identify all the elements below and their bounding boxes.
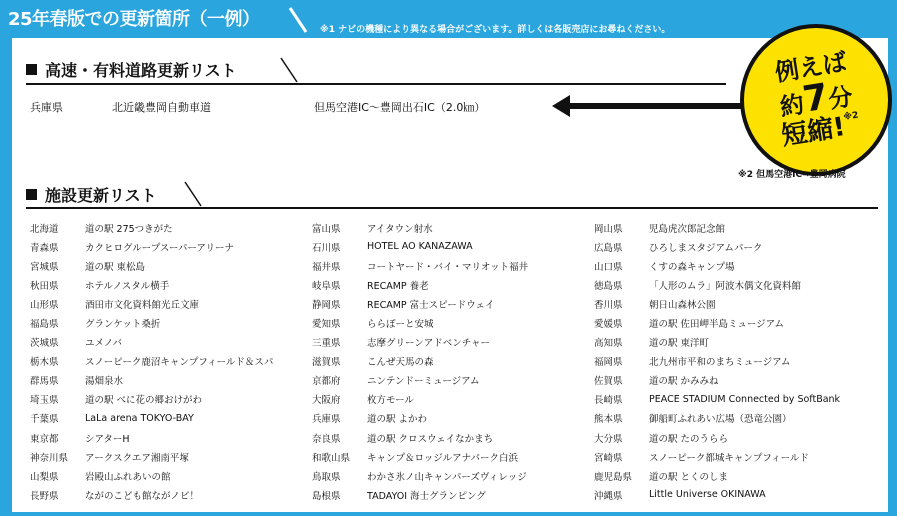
facility-prefecture: 大阪府 [312,395,341,407]
facility-row [594,333,840,352]
facility-prefecture: 宮崎県 [594,452,623,464]
facility-name: RECAMP 養老 [367,280,429,292]
facility-prefecture: 徳島県 [594,280,623,292]
time-saving-badge [740,24,892,176]
facility-name: 岩殿山ふれあいの館 [85,471,171,483]
highway-road-name: 北近畿豊岡自動車道 [112,101,211,114]
facility-name: こんぜ天馬の森 [367,357,434,369]
facility-row [594,371,840,390]
facility-prefecture: 石川県 [312,242,341,254]
facility-name: ひろしまスタジアムパーク [649,242,763,254]
facility-row [312,371,528,390]
facility-row [594,256,840,275]
badge-prefix: 約 [778,90,807,122]
facility-row [312,409,528,428]
facility-name: 道の駅 べに花の郷おけがわ [85,395,203,407]
facility-prefecture: 三重県 [312,338,341,350]
facility-column-1 [30,218,273,504]
facility-row [30,256,273,275]
facility-prefecture: 熊本県 [594,414,623,426]
facility-prefecture: 山梨県 [30,471,59,483]
badge-note-mark: ※2 [842,110,860,123]
header-title: 25年春版での更新箇所（一例） [0,0,310,36]
facility-row [30,428,273,447]
facility-prefecture: 山口県 [594,261,623,273]
header-note: ※1 ナビの機種により異なる場合がございます。詳しくは各販売店にお尋ねください。 [320,25,671,35]
facility-name: 道の駅 クロスウェイなかまち [367,433,494,445]
facility-row [312,218,528,237]
facility-row [30,275,273,294]
facility-name: ららぽーと安城 [367,319,434,331]
facility-name: シアターH [85,433,130,445]
facility-row [30,447,273,466]
facility-prefecture: 栃木県 [30,357,59,369]
facility-prefecture: 静岡県 [312,299,341,311]
facility-name: HOTEL AO KANAZAWA [367,241,473,253]
facility-name: TADAYOI 海士グランピング [367,490,486,502]
facility-row [312,313,528,332]
facility-prefecture: 京都府 [312,376,341,388]
facility-name: くすの森キャンプ場 [649,261,735,273]
facility-prefecture: 兵庫県 [312,414,341,426]
facility-column-2 [312,218,528,504]
facility-row [594,218,840,237]
badge-line1: 例えば [773,47,849,87]
facility-prefecture: 滋賀県 [312,357,341,369]
facility-row [30,390,273,409]
facility-prefecture: 長野県 [30,490,59,502]
facility-row [594,466,840,485]
facility-name: RECAMP 富士スピードウェイ [367,299,495,311]
facility-name: LaLa arena TOKYO-BAY [85,412,194,424]
bullet-square-icon [26,64,37,75]
facility-row [594,428,840,447]
facility-row [30,352,273,371]
facility-name: 朝日山森林公園 [649,299,716,311]
facility-section-rule [26,207,878,209]
facility-prefecture: 佐賀県 [594,376,623,388]
facility-row [30,371,273,390]
facility-name: スノーピーク都城キャンプフィールド [649,452,809,464]
facility-prefecture: 福井県 [312,261,341,273]
facility-row [30,294,273,313]
facility-name: PEACE STADIUM Connected by SoftBank [649,393,841,405]
facility-section-title-text: 施設更新リスト [45,186,157,205]
facility-prefecture: 茨城県 [30,338,59,350]
facility-name: 北九州市平和のまちミュージアム [649,357,791,369]
facility-name: 道の駅 よかわ [367,414,428,426]
facility-prefecture: 岐阜県 [312,280,341,292]
facility-row [312,333,528,352]
facility-row [312,428,528,447]
facility-name: アイタウン射水 [367,223,433,235]
facility-name: コートヤード・バイ・マリオット福井 [367,261,529,273]
content-panel [12,38,888,512]
facility-row [594,485,840,504]
facility-name: ホテルノスタル横手 [85,280,170,292]
facility-name: 道の駅 東洋町 [649,338,710,350]
facility-prefecture: 神奈川県 [30,452,69,464]
highway-prefecture: 兵庫県 [30,101,63,114]
facility-prefecture: 長崎県 [594,395,623,407]
facility-prefecture: 福島県 [30,319,59,331]
facility-name: わかさ氷ノ山キャンパーズヴィレッジ [367,471,527,483]
facility-row [594,275,840,294]
bullet-square-icon [26,189,37,200]
facility-name: グランケット桑折 [85,319,161,331]
facility-prefecture: 宮城県 [30,261,59,273]
facility-prefecture: 群馬県 [30,376,59,388]
facility-row [312,294,528,313]
facility-row [312,352,528,371]
facility-row [594,447,840,466]
facility-row [594,313,840,332]
facility-row [312,485,528,504]
header-slash-decoration [286,6,310,34]
facility-prefecture: 広島県 [594,242,623,254]
facility-prefecture: 鹿児島県 [594,471,633,483]
facility-prefecture: 高知県 [594,338,623,350]
facility-row [594,294,840,313]
facility-row [312,256,528,275]
facility-prefecture: 埼玉県 [30,395,59,407]
facility-row [594,409,840,428]
facility-prefecture: 和歌山県 [312,452,351,464]
badge-suffix: 分 [826,82,855,114]
highway-segment: 但馬空港IC～豊岡出石IC（2.0㎞） [314,101,486,114]
title-slash-decoration [182,180,204,208]
facility-prefecture: 愛媛県 [594,319,623,331]
facility-row [594,237,840,256]
facility-row [312,237,528,256]
facility-name: 湯畑泉水 [85,376,124,388]
facility-name: 道の駅 275つきがた [85,223,173,235]
badge-footnote: ※2 但馬空港IC➡豊岡病院 [738,170,846,180]
facility-prefecture: 香川県 [594,299,623,311]
arrow-left-icon [552,93,748,119]
facility-row [312,275,528,294]
facility-column-3 [594,218,840,504]
highway-section-title-text: 高速・有料道路更新リスト [45,61,237,80]
facility-name: 志摩グリーンアドベンチャー [367,338,491,350]
badge-line3-text: 短縮! [779,111,848,152]
facility-name: キャンプ＆ロッジルアナパーク白浜 [367,452,519,464]
facility-row [30,218,273,237]
facility-prefecture: 鳥取県 [312,471,341,483]
facility-name: 道の駅 かみみね [649,376,719,388]
facility-prefecture: 島根県 [312,490,341,502]
facility-row [312,466,528,485]
facility-name: 道の駅 東松島 [85,261,146,273]
badge-number: 7 [800,76,832,121]
facility-name: カクヒログループスーパーアリーナ [85,242,235,254]
facility-prefecture: 青森県 [30,242,59,254]
facility-prefecture: 秋田県 [30,280,59,292]
facility-row [312,447,528,466]
facility-prefecture: 岡山県 [594,223,623,235]
facility-prefecture: 愛知県 [312,319,341,331]
facility-prefecture: 千葉県 [30,414,59,426]
facility-name: アークスクエア湘南平塚 [85,452,189,464]
facility-name: 酒田市文化資料館光丘文庫 [85,299,200,311]
highway-section-rule [26,83,726,85]
facility-name: 「人形のムラ」阿波木偶文化資料館 [649,280,802,292]
facility-row [30,485,273,504]
facility-prefecture: 東京都 [30,433,59,445]
facility-name: ユメノバ [85,338,122,350]
facility-prefecture: 山形県 [30,299,59,311]
facility-name: 道の駅 たのうらら [649,433,729,445]
facility-row [594,390,840,409]
facility-row [30,237,273,256]
facility-prefecture: 北海道 [30,223,59,235]
facility-row [594,352,840,371]
facility-name: 児島虎次郎記念館 [649,223,726,235]
facility-name: スノーピーク鹿沼キャンプフィールド＆スパ [85,357,274,369]
facility-prefecture: 大分県 [594,433,623,445]
facility-name: ニンテンドーミュージアム [367,376,480,388]
facility-prefecture: 奈良県 [312,433,341,445]
facility-name: 道の駅 とくのしま [649,471,729,483]
facility-section-title [26,183,157,206]
facility-row [30,409,273,428]
facility-name: Little Universe OKINAWA [649,489,766,501]
facility-name: 枚方モール [367,395,414,407]
facility-row [30,313,273,332]
facility-name: 御船町ふれあい広場（恐竜公園） [649,414,792,426]
facility-prefecture: 沖縄県 [594,490,623,502]
facility-row [30,333,273,352]
title-slash-decoration [278,56,300,84]
facility-prefecture: 福岡県 [594,357,623,369]
facility-name: 道の駅 佐田岬半島ミュージアム [649,319,784,331]
facility-row [312,390,528,409]
facility-row [30,466,273,485]
highway-section-title [26,58,237,81]
facility-prefecture: 富山県 [312,223,341,235]
facility-name: ながのこども館ながノビ！ [85,490,200,502]
